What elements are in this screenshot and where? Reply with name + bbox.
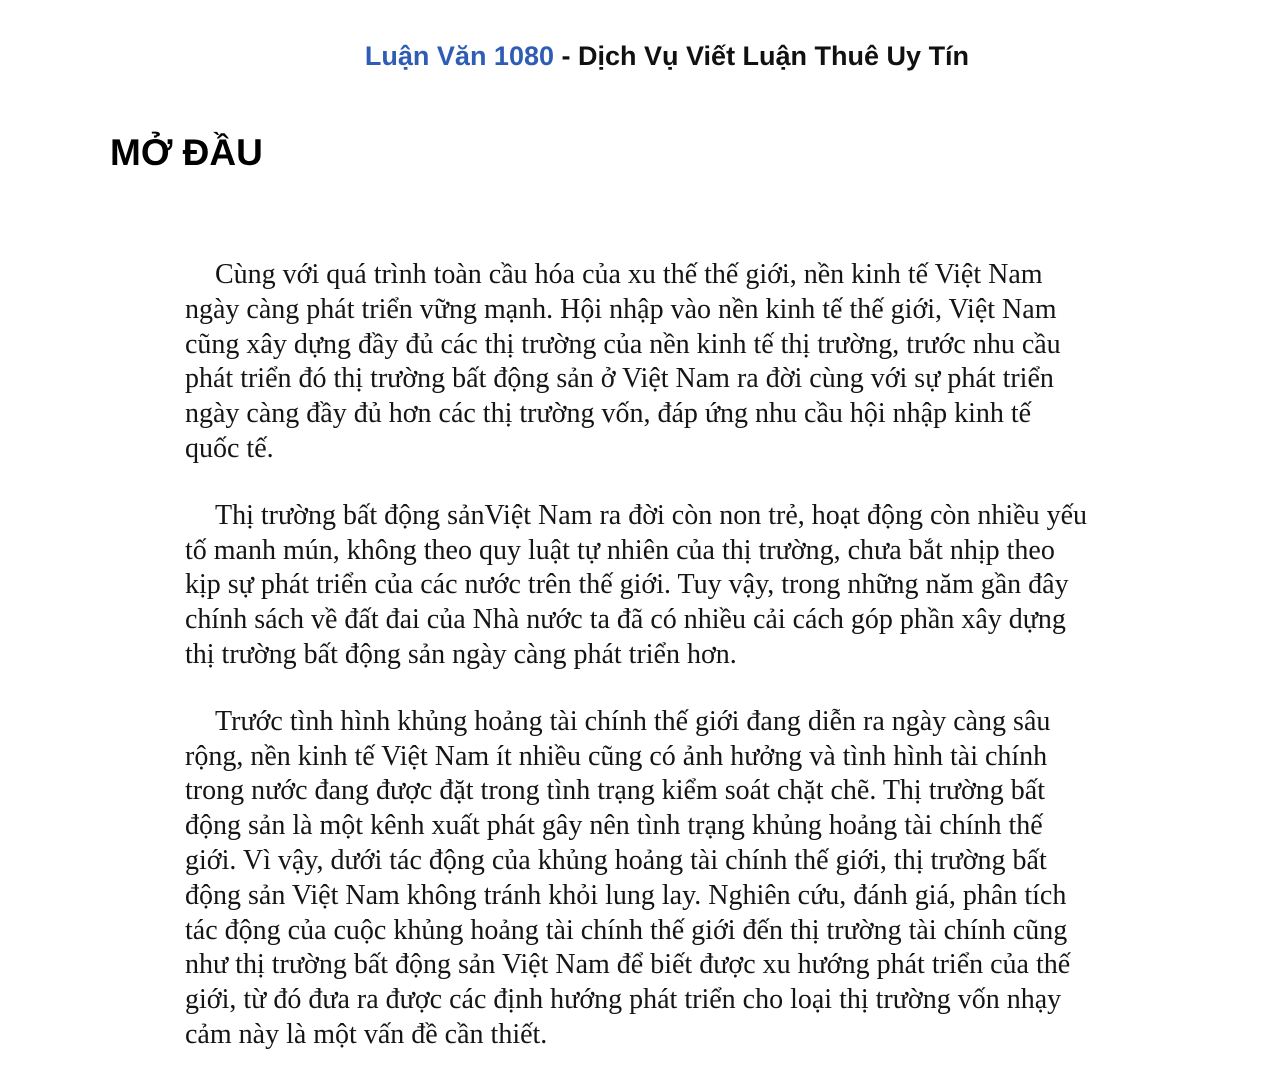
paragraph-3-line-5: giới. Vì vậy, dưới tác động của khủng hoảng tài chính thế giới, thị trường bất <box>185 844 1047 876</box>
paragraph-3-line-10: cảm này là một vấn đề cần thiết. <box>185 1018 548 1050</box>
paragraph-3-line-3: trong nước đang được đặt trong tình trạng kiểm soát chặt chẽ. Thị trường bất <box>185 775 1046 807</box>
paragraph-3-line-7: tác động của cuộc khủng hoảng tài chính thế giới đến thị trường tài chính cũng <box>185 914 1068 946</box>
paragraph-3-line-6: động sản Việt Nam không tránh khỏi lung lay. Nghiên cứu, đánh giá, phân tích <box>185 879 1067 911</box>
paragraph-3 <box>185 705 1160 1053</box>
paragraph-3-line-9: giới, từ đó đưa ra được các định hướng phát triển cho loại thị trường vốn nhạy <box>185 984 1062 1016</box>
paragraph-1-line-2: ngày càng phát triển vững mạnh. Hội nhập vào nền kinh tế thế giới, Việt Nam <box>185 293 1057 325</box>
paragraph-1-line-3: cũng xây dựng đầy đủ các thị trường của nền kinh tế thị trường, trước nhu cầu <box>185 328 1061 360</box>
paragraph-2-line-3: kịp sự phát triển của các nước trên thế giới. Tuy vậy, trong những năm gần đây <box>185 569 1069 601</box>
header-tagline: Dịch Vụ Viết Luận Thuê Uy Tín <box>578 41 970 71</box>
paragraph-3-line-4: động sản là một kênh xuất phát gây nên tình trạng khủng hoảng tài chính thế <box>185 810 1043 842</box>
paragraph-1 <box>185 258 1160 467</box>
paragraph-3-line-2: rộng, nền kinh tế Việt Nam ít nhiều cũng có ảnh hưởng và tình hình tài chính <box>185 740 1048 772</box>
paragraph-2-line-5: thị trường bất động sản ngày càng phát triển hơn. <box>185 638 737 670</box>
paragraph-1-line-5: ngày càng đầy đủ hơn các thị trường vốn, đáp ứng nhu cầu hội nhập kinh tế <box>185 398 1032 430</box>
header-separator: - <box>554 41 579 71</box>
brand-name: Luận Văn 1080 <box>364 41 555 71</box>
paragraph-1-line-6: quốc tế. <box>185 432 274 464</box>
paragraph-3-line-1: Trước tình hình khủng hoảng tài chính thế giới đang diễn ra ngày càng sâu <box>215 705 1051 737</box>
paragraph-1-line-1: Cùng với quá trình toàn cầu hóa của xu thế thế giới, nền kinh tế Việt Nam <box>215 259 1043 290</box>
document-body <box>185 258 1160 1085</box>
paragraph-2-line-4: chính sách về đất đai của Nhà nước ta đã có nhiều cải cách góp phần xây dựng <box>185 604 1066 636</box>
paragraph-1-line-4: phát triển đó thị trường bất động sản ở Việt Nam ra đời cùng với sự phát triển <box>185 363 1054 395</box>
paragraph-2 <box>185 499 1160 673</box>
paragraph-3-line-8: như thị trường bất động sản Việt Nam để biết được xu hướng phát triển của thế <box>185 949 1071 981</box>
page-header <box>0 38 1282 74</box>
paragraph-2-line-2: tố manh mún, không theo quy luật tự nhiên của thị trường, chưa bắt nhịp theo <box>185 534 1055 566</box>
paragraph-2-line-1: Thị trường bất động sảnViệt Nam ra đời còn non trẻ, hoạt động còn nhiều yếu <box>215 499 1088 531</box>
section-title: MỞ ĐẦU <box>110 132 263 173</box>
